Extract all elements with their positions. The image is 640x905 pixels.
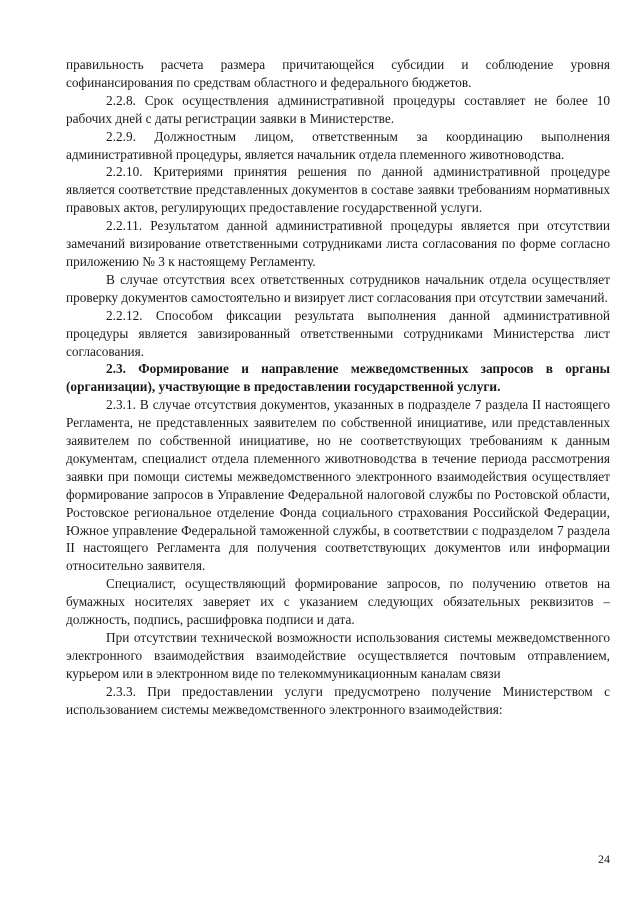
paragraph-2-3-1: 2.3.1. В случае отсутствия документов, указанных в подразделе 7 раздела II настоящего Регламента, не представленных заявителем по собственной инициативе, или представленных заявителем по собственной инициативе, но не соответствующих требованиям к данным документам, специалист отдела племенного животноводства в течение периода рассмотрения заявки при помощи системы межведомственного электронного взаимодействия осуществляет формирование запросов в Управление Федеральной налоговой службы по Ростовской области, Ростовское региональное отделение Фонда социального страхования Российской Федерации, Южное управление Федеральной таможенной службы, в соответствии с подразделом 7 раздела II настоящего Регламента для получения соответствующих документов или информации относительно заявителя. xyxy=(66,397,610,574)
paragraph-2-2-12: 2.2.12. Способом фиксации результата выполнения данной административной процедуры является завизированный ответственными сотрудниками Министерства лист согласования. xyxy=(66,307,610,359)
paragraph-2-2-10: 2.2.10. Критериями принятия решения по данной административной процедуре является соответствие представленных документов в составе заявки требованиям нормативных правовых актов, регулирующих предоставление государственной услуги. xyxy=(66,164,610,216)
paragraph-no-tech: При отсутствии технической возможности использования системы межведомственного электронного взаимодействия взаимодействие осуществляется почтовым отправлением, курьером или в электронном виде по телекоммуникационным каналам связи xyxy=(66,630,610,681)
paragraph-absence-note: В случае отсутствия всех ответственных сотрудников начальник отдела осуществляет проверку документов самостоятельно и визирует лист согласования при отсутствии замечаний. xyxy=(66,271,610,305)
section-heading-2-3: 2.3. Формирование и направление межведомственных запросов в органы (организации), участвующие в предоставлении государственной услуги. xyxy=(66,361,610,395)
paragraph-2-2-11: 2.2.11. Результатом данной административной процедуры является при отсутствии замечаний визирование ответственными сотрудниками листа согласования по форме согласно приложению № 3 к настоящему Регламенту. xyxy=(66,218,610,269)
paragraph-2-2-9: 2.2.9. Должностным лицом, ответственным за координацию выполнения административной процедуры, является начальник отдела племенного животноводства. xyxy=(66,128,610,162)
paragraph-continuation: правильность расчета размера причитающейся субсидии и соблюдение уровня софинансирования по средствам областного и федерального бюджетов. xyxy=(66,57,610,90)
document-page xyxy=(66,56,610,719)
paragraph-2-3-3: 2.3.3. При предоставлении услуги предусмотрено получение Министерством с использованием системы межведомственного электронного взаимодействия: xyxy=(66,683,610,717)
paragraph-specialist: Специалист, осуществляющий формирование запросов, по получению ответов на бумажных носителях заверяет их с указанием следующих обязательных реквизитов – должность, подпись, расшифровка подписи и дата. xyxy=(66,576,610,628)
paragraph-2-2-8: 2.2.8. Срок осуществления административной процедуры составляет не более 10 рабочих дней с даты регистрации заявки в Министерстве. xyxy=(66,92,610,126)
page-number: 24 xyxy=(598,852,610,866)
